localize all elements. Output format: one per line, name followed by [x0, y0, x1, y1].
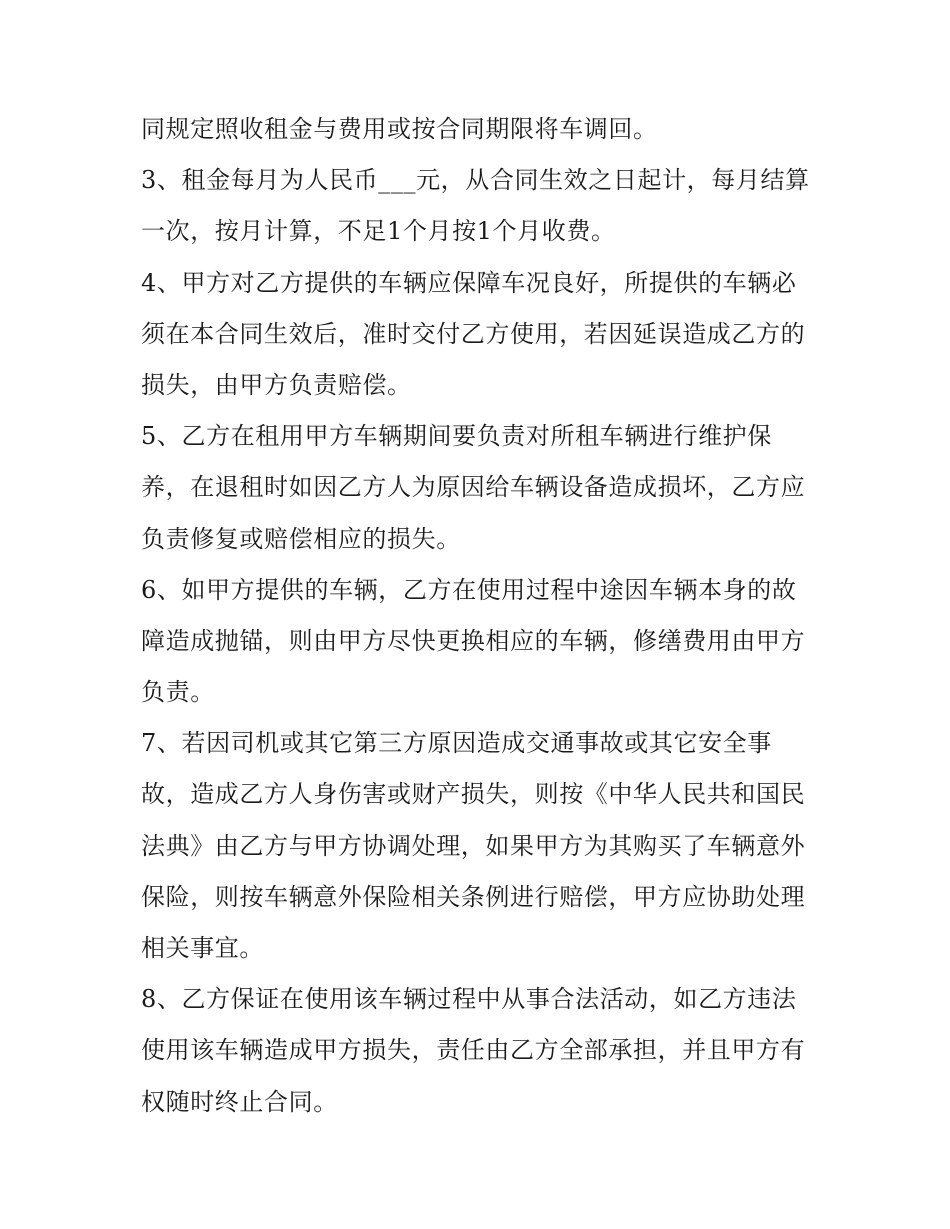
text-line: 3、租金每月为人民币___元，从合同生效之日起计，每月结算	[141, 166, 810, 195]
text-line: 相关事宜。	[141, 934, 264, 962]
text-line: 负责。	[141, 678, 215, 707]
text-line: 养，在退租时如因乙方人为原因给车辆设备造成损坏，乙方应	[141, 473, 806, 502]
text-line: 故，造成乙方人身伤害或财产损失，则按《中华人民共和国民	[141, 780, 806, 809]
text-line: 6、如甲方提供的车辆，乙方在使用过程中途因车辆本身的故	[141, 575, 797, 604]
text-line: 负责修复或赔偿相应的损失。	[141, 524, 461, 553]
text-line: 4、甲方对乙方提供的车辆应保障车况良好，所提供的车辆必	[141, 268, 797, 297]
text-line: 保险，则按车辆意外保险相关条例进行赔偿，甲方应协助处理	[141, 882, 806, 911]
text-line: 8、乙方保证在使用该车辆过程中从事合法活动，如乙方违法	[141, 985, 797, 1014]
text-line: 5、乙方在租用甲方车辆期间要负责对所租车辆进行维护保	[141, 422, 772, 451]
text-line: 一次，按月计算，不足1个月按1个月收费。	[141, 217, 616, 246]
text-line: 须在本合同生效后，准时交付乙方使用，若因延误造成乙方的	[141, 319, 806, 348]
text-line: 法典》由乙方与甲方协调处理，如果甲方为其购买了车辆意外	[141, 831, 806, 860]
text-line: 障造成抛锚，则由甲方尽快更换相应的车辆，修缮费用由甲方	[141, 626, 806, 655]
contract-body	[141, 104, 821, 1128]
text-line: 损失，由甲方负责赔偿。	[141, 370, 412, 399]
text-line: 同规定照收租金与费用或按合同期限将车调回。	[141, 115, 658, 143]
text-line: 权随时终止合同。	[141, 1087, 338, 1116]
text-line: 使用该车辆造成甲方损失，责任由乙方全部承担，并且甲方有	[141, 1036, 806, 1065]
text-line: 7、若因司机或其它第三方原因造成交通事故或其它安全事	[141, 729, 772, 758]
